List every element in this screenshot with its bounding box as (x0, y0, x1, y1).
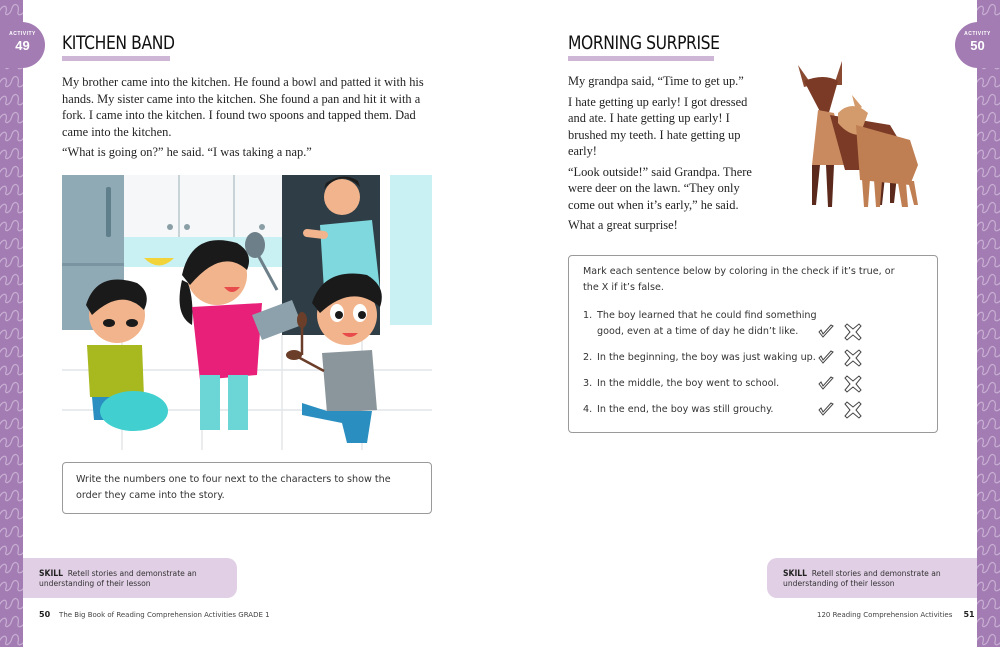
check-outline-icon[interactable] (817, 323, 835, 341)
page-title: KITCHEN BAND (62, 32, 175, 54)
story-paragraph: My grandpa said, “Time to get up.” (568, 74, 744, 88)
story-text (568, 73, 758, 238)
kitchen-band-illustration (62, 175, 432, 450)
skill-box (767, 558, 977, 598)
activity-number: 49 (15, 38, 30, 53)
skill-text: Retell stories and demonstrate an understanding of their lesson (783, 569, 941, 588)
story-paragraph: “What is going on?” he said. “I was taking a nap.” (62, 145, 312, 159)
story-paragraph: What a great surprise! (568, 218, 678, 232)
question-item (583, 350, 817, 366)
question-number: 4. (583, 404, 593, 415)
check-outline-icon[interactable] (817, 375, 835, 393)
story-paragraph: I hate getting up early! I got dressed and ate. I hate getting up early! I brushed my teeth. I hate getting up early! (568, 94, 748, 158)
story-paragraph: “Look outside!” said Grandpa. There were deer on the lawn. “They only come out when it’s early,” he said. (568, 164, 752, 212)
book-title: 120 Reading Comprehension Activities (817, 611, 953, 619)
activity-label: ACTIVITY (964, 31, 991, 37)
check-outline-icon[interactable] (817, 401, 835, 419)
instruction-box (62, 462, 432, 514)
question-text: In the middle, the boy went to school. (597, 378, 780, 389)
true-false-box (568, 255, 938, 433)
question-item (583, 308, 819, 340)
activity-badge-50 (955, 22, 1000, 68)
instruction-text: Write the numbers one to four next to the characters to show the order they came into the story. (76, 474, 391, 501)
page-footer-left (39, 610, 270, 619)
left-decorative-strip (0, 0, 23, 647)
skill-text: Retell stories and demonstrate an understanding of their lesson (39, 569, 197, 588)
title-underline (62, 56, 170, 61)
story-text (62, 74, 432, 165)
activity-number: 50 (970, 38, 985, 53)
story-paragraph: My brother came into the kitchen. He found a bowl and patted it with his hands. My sister came into the kitchen. She found a pan and hit it with a fork. I came into the kitchen. I found two spoons and tapped them. Dad came into the kitchen. (62, 75, 424, 139)
x-outline-icon[interactable] (844, 401, 862, 419)
right-decorative-strip (977, 0, 1000, 647)
page-footer-right (817, 610, 975, 619)
x-outline-icon[interactable] (844, 349, 862, 367)
swirl-pattern-icon (977, 0, 1000, 647)
x-outline-icon[interactable] (844, 375, 862, 393)
page-title: MORNING SURPRISE (568, 32, 720, 54)
instruction-text: Mark each sentence below by coloring in the check if it’s true, or the X if it’s false. (583, 266, 895, 293)
question-text: The boy learned that he could find something good, even at a time of day he didn’t like. (597, 310, 817, 337)
title-underline (568, 56, 714, 61)
skill-tag: SKILL (39, 569, 64, 579)
question-number: 3. (583, 378, 593, 389)
question-item (583, 402, 817, 418)
question-number: 2. (583, 352, 593, 363)
question-text: In the beginning, the boy was just waking up. (597, 352, 816, 363)
book-title: The Big Book of Reading Comprehension Activities GRADE 1 (59, 611, 270, 619)
page-number: 51 (963, 610, 975, 619)
check-outline-icon[interactable] (817, 349, 835, 367)
question-number: 1. (583, 310, 593, 321)
deer-illustration (790, 55, 930, 215)
x-outline-icon[interactable] (844, 323, 862, 341)
skill-box (23, 558, 237, 598)
activity-badge-49 (0, 22, 45, 68)
question-item (583, 376, 817, 392)
swirl-pattern-icon (0, 0, 23, 647)
activity-label: ACTIVITY (9, 31, 36, 37)
question-text: In the end, the boy was still grouchy. (597, 404, 774, 415)
skill-tag: SKILL (783, 569, 808, 579)
page-number: 50 (39, 610, 51, 619)
